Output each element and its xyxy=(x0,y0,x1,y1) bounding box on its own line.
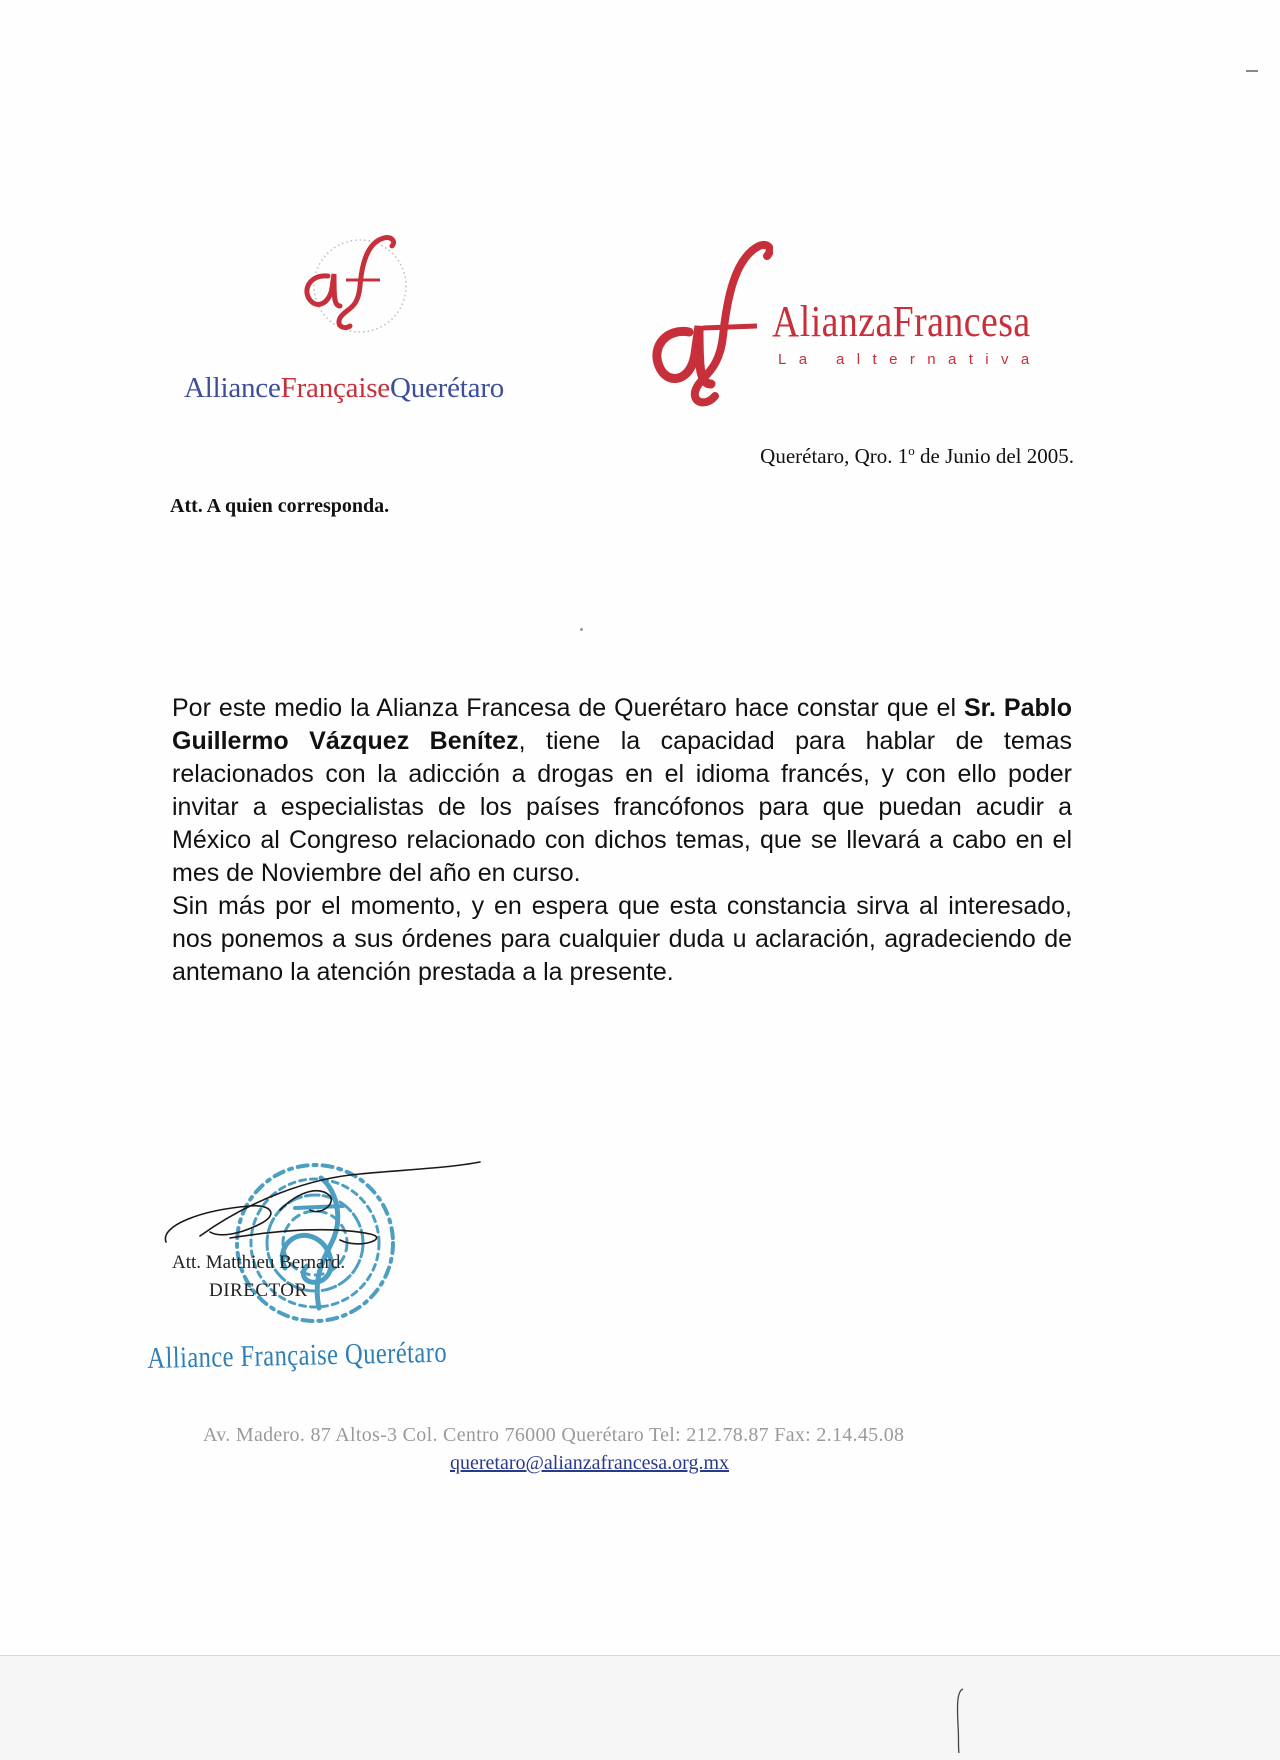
footer-email-link[interactable]: queretaro@alianzafrancesa.org.mx xyxy=(450,1452,730,1474)
stamp-caption: Alliance Française Querétaro xyxy=(147,1335,448,1375)
alianza-francesa-logo-name: AlianzaFrancesa xyxy=(772,297,1031,346)
logo-text-part: Alliance xyxy=(184,372,281,404)
recipient-name: Sr. Pablo Guillermo Vázquez Benítez xyxy=(172,694,1072,755)
footer-address: Av. Madero. 87 Altos-3 Col. Centro 76000 Querétaro Tel: 212.78.87 Fax: 2.14.45.08 xyxy=(203,1424,905,1446)
handwritten-signature xyxy=(160,1150,490,1260)
addressee: Att. A quien corresponda. xyxy=(170,495,390,517)
signatory-name: Att. Matthieu Bernard. xyxy=(172,1252,346,1273)
body-text: Por este medio la Alianza Francesa de Querétaro hace constar que el xyxy=(172,694,964,722)
scan-edge xyxy=(0,1655,1280,1760)
body-text: , tiene la capacidad para hablar de temas relacionados con la adicción a drogas en el idioma francés, y con ello poder invitar a especialistas de los países francófonos para que puedan acudir a México al Congreso relacionado con dichos temas, que se llevará a cabo en el mes de Noviembre del año en curso. xyxy=(172,727,1072,887)
logo-tagline: La alternativa xyxy=(778,351,1042,368)
body-paragraph xyxy=(172,692,1072,890)
alliance-francaise-queretaro-logo-text xyxy=(184,372,504,405)
date-text: de Junio del 2005. xyxy=(914,444,1074,468)
signatory-title: DIRECTOR xyxy=(209,1280,308,1301)
af-monogram-icon xyxy=(288,226,418,358)
letter-body xyxy=(172,692,1072,989)
scan-mark xyxy=(1246,70,1258,72)
logo-text-part: Querétaro xyxy=(389,372,505,404)
logo-text-part: Française xyxy=(280,372,390,404)
letter-date xyxy=(760,443,1074,469)
date-ordinal: o xyxy=(908,443,915,458)
date-text: Querétaro, Qro. 1 xyxy=(760,444,909,468)
af-monogram-icon xyxy=(645,236,773,414)
body-paragraph: Sin más por el momento, y en espera que esta constancia sirva al interesado, nos ponemos a sus órdenes para cualquier duda u aclaración, agradeciendo de antemano la atención prestada a la presente. xyxy=(172,892,1072,986)
scan-mark xyxy=(955,1685,967,1755)
scan-speck xyxy=(580,628,583,631)
